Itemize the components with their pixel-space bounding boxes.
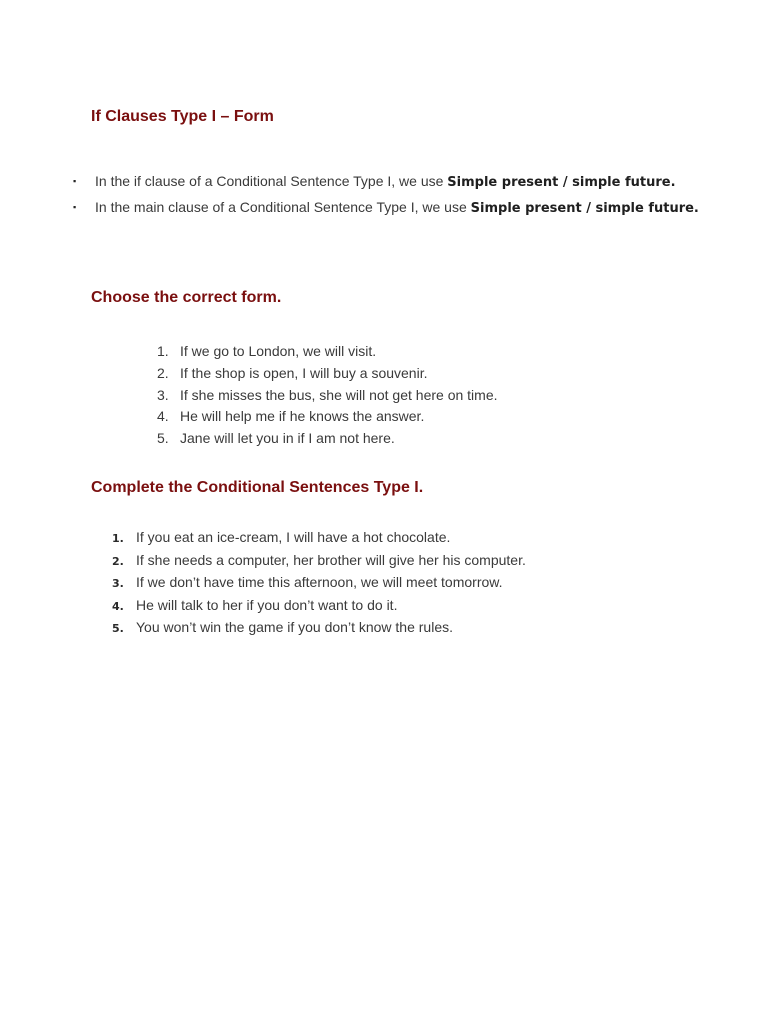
list-item	[112, 572, 526, 595]
item-text: He will help me if he knows the answer.	[180, 408, 425, 425]
item-text: If the shop is open, I will buy a souvenir.	[180, 364, 428, 381]
list-item	[157, 341, 498, 363]
list-item	[112, 617, 526, 640]
item-number: 3.	[157, 386, 169, 403]
item-text: If she misses the bus, she will not get here on time.	[180, 386, 498, 403]
list-item	[157, 406, 498, 428]
rule-emphasis: Simple present / simple future.	[470, 201, 699, 216]
item-text: If you eat an ice-cream, I will have a hot chocolate.	[136, 529, 451, 545]
item-number: 1.	[112, 532, 124, 545]
item-text: You won’t win the game if you don’t know the rules.	[136, 619, 454, 636]
choose-form-list	[157, 341, 498, 450]
item-text: If we go to London, we will visit.	[180, 343, 377, 359]
rule-text: In the main clause of a Conditional Sentence Type I, we use	[95, 199, 471, 215]
section-title-complete: Complete the Conditional Sentences Type I.	[91, 479, 424, 496]
item-number: 4.	[112, 599, 124, 613]
rule-emphasis: Simple present / simple future.	[447, 175, 676, 190]
list-item	[112, 527, 526, 550]
item-number: 2.	[157, 364, 169, 381]
item-text: If she needs a computer, her brother will give her his computer.	[136, 551, 526, 568]
list-item	[0, 196, 700, 220]
list-item	[112, 595, 526, 618]
item-number: 5.	[157, 430, 169, 447]
complete-sentences-list	[112, 527, 526, 640]
item-text: If we don’t have time this afternoon, we will meet tomorrow.	[136, 574, 503, 591]
section-title-choose: Choose the correct form.	[91, 289, 282, 306]
list-item	[157, 428, 498, 450]
list-item	[157, 385, 498, 407]
rule-text: In the if clause of a Conditional Sentence Type I, we use	[95, 173, 448, 189]
list-item	[157, 363, 498, 385]
list-item	[0, 170, 700, 194]
square-bullet-icon: ▪	[73, 176, 77, 186]
item-number: 5.	[112, 622, 124, 636]
form-rules-list	[0, 170, 700, 222]
item-number: 2.	[112, 554, 124, 568]
item-number: 4.	[157, 408, 169, 425]
item-number: 3.	[112, 577, 124, 591]
item-text: He will talk to her if you don’t want to do it.	[136, 596, 398, 613]
section-title-form: If Clauses Type I – Form	[91, 108, 274, 125]
square-bullet-icon: ▪	[73, 202, 77, 212]
item-number: 1.	[157, 343, 169, 359]
list-item	[112, 550, 526, 573]
item-text: Jane will let you in if I am not here.	[180, 430, 395, 447]
